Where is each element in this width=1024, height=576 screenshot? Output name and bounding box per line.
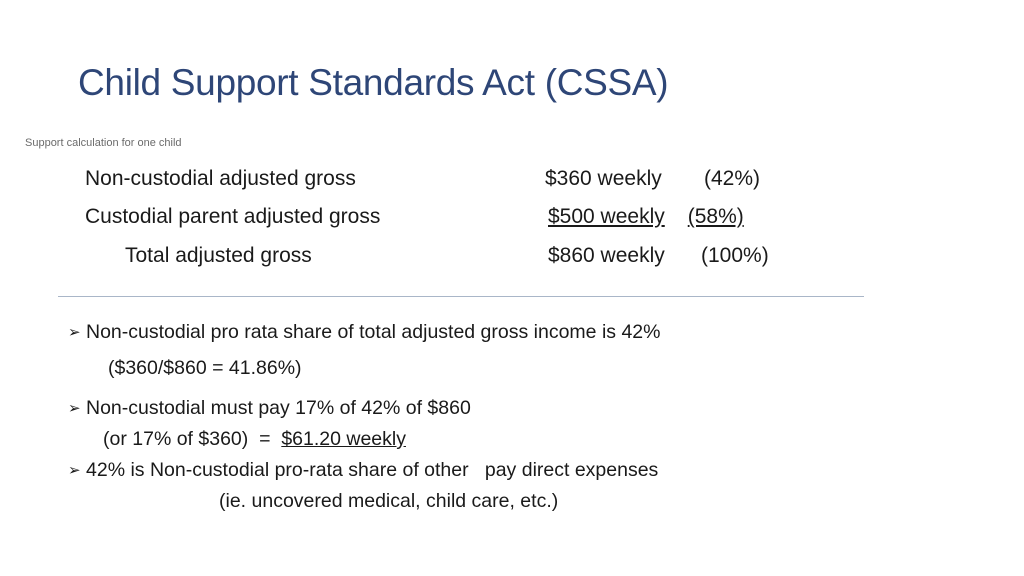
row-amount-noncustodial: $360 weekly [545,167,662,190]
slide-title: Child Support Standards Act (CSSA) [78,62,669,103]
slide-subtitle: Support calculation for one child [25,137,182,149]
row-percent-noncustodial: (42%) [704,167,761,190]
row-amount-total: $860 weekly [548,244,665,267]
weekly-support-amount: $61.20 weekly [281,428,406,450]
row-label-total: Total adjusted gross [125,244,312,267]
row-amount-custodial [548,204,744,230]
bullet-must-pay [68,396,471,421]
bullet-must-pay-text: Non-custodial must pay 17% of 42% of $860 [86,397,471,419]
bullet-prorata-text: Non-custodial pro rata share of total adjusted gross income is 42% [86,321,661,343]
arrow-bullet-icon: ➢ [68,400,81,417]
bullet-direct-expenses-examples: (ie. uncovered medical, child care, etc.) [219,490,559,512]
row-label-noncustodial: Non-custodial adjusted gross [85,167,356,190]
bullet-direct-expenses [68,458,658,483]
bullet-direct-expenses-text: 42% is Non-custodial pro-rata share of other pay direct expenses [86,459,659,481]
row-label-custodial: Custodial parent adjusted gross [85,205,381,228]
arrow-bullet-icon: ➢ [68,462,81,479]
row-percent-custodial: (58%) [687,205,744,228]
bullet-prorata-calculation: ($360/$860 = 41.86%) [108,357,302,379]
row-percent-total: (100%) [701,244,769,267]
must-pay-formula: (or 17% of $360) = [103,428,282,450]
row-amount-custodial-text: $500 weekly [548,205,665,228]
bullet-must-pay-detail [103,427,406,451]
section-divider [58,296,864,297]
arrow-bullet-icon: ➢ [68,324,81,341]
bullet-prorata-share [68,320,660,345]
